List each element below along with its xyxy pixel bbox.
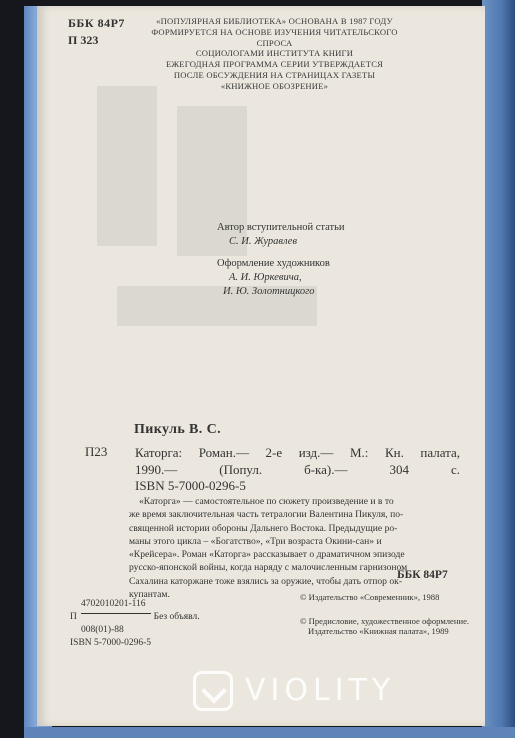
annotation-line: русско-японской войны, когда наряду с малочисленным гарнизоном xyxy=(129,562,408,574)
designer-name: А. И. Юркевича, xyxy=(229,272,302,283)
annotation-line: же время заключительная часть тетралогии Валентина Пикуля, по- xyxy=(129,509,404,521)
code-fraction-line xyxy=(81,613,151,614)
copyright-publisher: © Издательство «Современник», 1988 xyxy=(300,592,440,602)
copyright-design xyxy=(300,616,469,636)
annotation-line: «Каторга» — самостоятельное по сюжету произведение и в то xyxy=(139,496,394,507)
design-role: Оформление художников xyxy=(217,258,330,269)
annotation xyxy=(129,495,433,601)
catalog-description xyxy=(135,444,460,478)
code-note: Без объявл. xyxy=(153,612,200,622)
catalog-description-line: 1990.— (Попул. б-ка).— 304 с. xyxy=(135,462,460,477)
catalog-isbn: ISBN 5-7000-0296-5 xyxy=(135,478,246,493)
intro-author-name: С. И. Журавлев xyxy=(229,236,298,247)
catalog-author: Пикуль В. С. xyxy=(134,422,221,437)
watermark-text: VIOLITY xyxy=(245,673,396,708)
series-note-line: СОЦИОЛОГАМИ ИНСТИТУТА КНИГИ xyxy=(195,48,354,59)
code-letter: П xyxy=(70,612,77,622)
violity-logo-icon xyxy=(193,671,233,711)
book-cover-bottom-edge xyxy=(24,727,515,738)
series-note-line: ФОРМИРУЕТСЯ НА ОСНОВЕ ИЗУЧЕНИЯ ЧИТАТЕЛЬСКОГО СПРОСА xyxy=(151,26,398,48)
code-denominator: 008(01)-88 xyxy=(81,625,124,635)
watermark xyxy=(193,669,473,717)
series-note-line: «ПОПУЛЯРНАЯ БИБЛИОТЕКА» ОСНОВАНА В 1987 ГОДУ xyxy=(156,16,393,26)
series-note-line: «КНИЖНОЕ ОБОЗРЕНИЕ» xyxy=(220,80,329,91)
credits-block xyxy=(217,221,345,299)
series-note xyxy=(137,16,412,92)
book-cover-right-edge xyxy=(482,0,515,738)
annotation-line: священной истории обороны Дальнего Востока. Предыдущие ро- xyxy=(129,522,398,534)
author-mark: П 323 xyxy=(68,33,99,47)
copyright-design-line: © Предисловие, художественное оформление. xyxy=(300,616,470,626)
annotation-line: «Крейсера». Роман «Каторга» рассказывает о драматичном эпизоде xyxy=(129,549,405,561)
annotation-line: Сахалина каторжане тоже взялись за оружие, чтобы дать отпор ок- xyxy=(129,575,403,587)
publishing-code xyxy=(70,598,200,637)
series-note-line: ЕЖЕГОДНАЯ ПРОГРАММА СЕРИИ УТВЕРЖДАЕТСЯ xyxy=(165,59,384,70)
annotation-line: купантам. xyxy=(129,589,170,601)
book-page xyxy=(37,6,485,726)
catalog-description-line: Каторга: Роман.— 2-е изд.— М.: Кн. палата, xyxy=(135,445,460,460)
intro-author-role: Автор вступительной статьи xyxy=(217,222,345,233)
bbk-code: ББК 84Р7 xyxy=(68,16,125,30)
annotation-line: маны этого цикла – «Богатство», «Три возраста Окини-сан» и xyxy=(129,535,382,547)
catalog-code: П23 xyxy=(85,444,108,459)
footer-isbn: ISBN 5-7000-0296-5 xyxy=(70,638,152,648)
copyright-design-line: Издательство «Книжная палата», 1989 xyxy=(308,626,449,636)
code-numerator: 4702010201-116 xyxy=(81,599,146,609)
designer-name: И. Ю. Золотницкого xyxy=(223,286,315,297)
footer-bbk-code: ББК 84Р7 xyxy=(397,569,448,581)
series-note-line: ПОСЛЕ ОБСУЖДЕНИЯ НА СТРАНИЦАХ ГАЗЕТЫ xyxy=(173,69,376,80)
